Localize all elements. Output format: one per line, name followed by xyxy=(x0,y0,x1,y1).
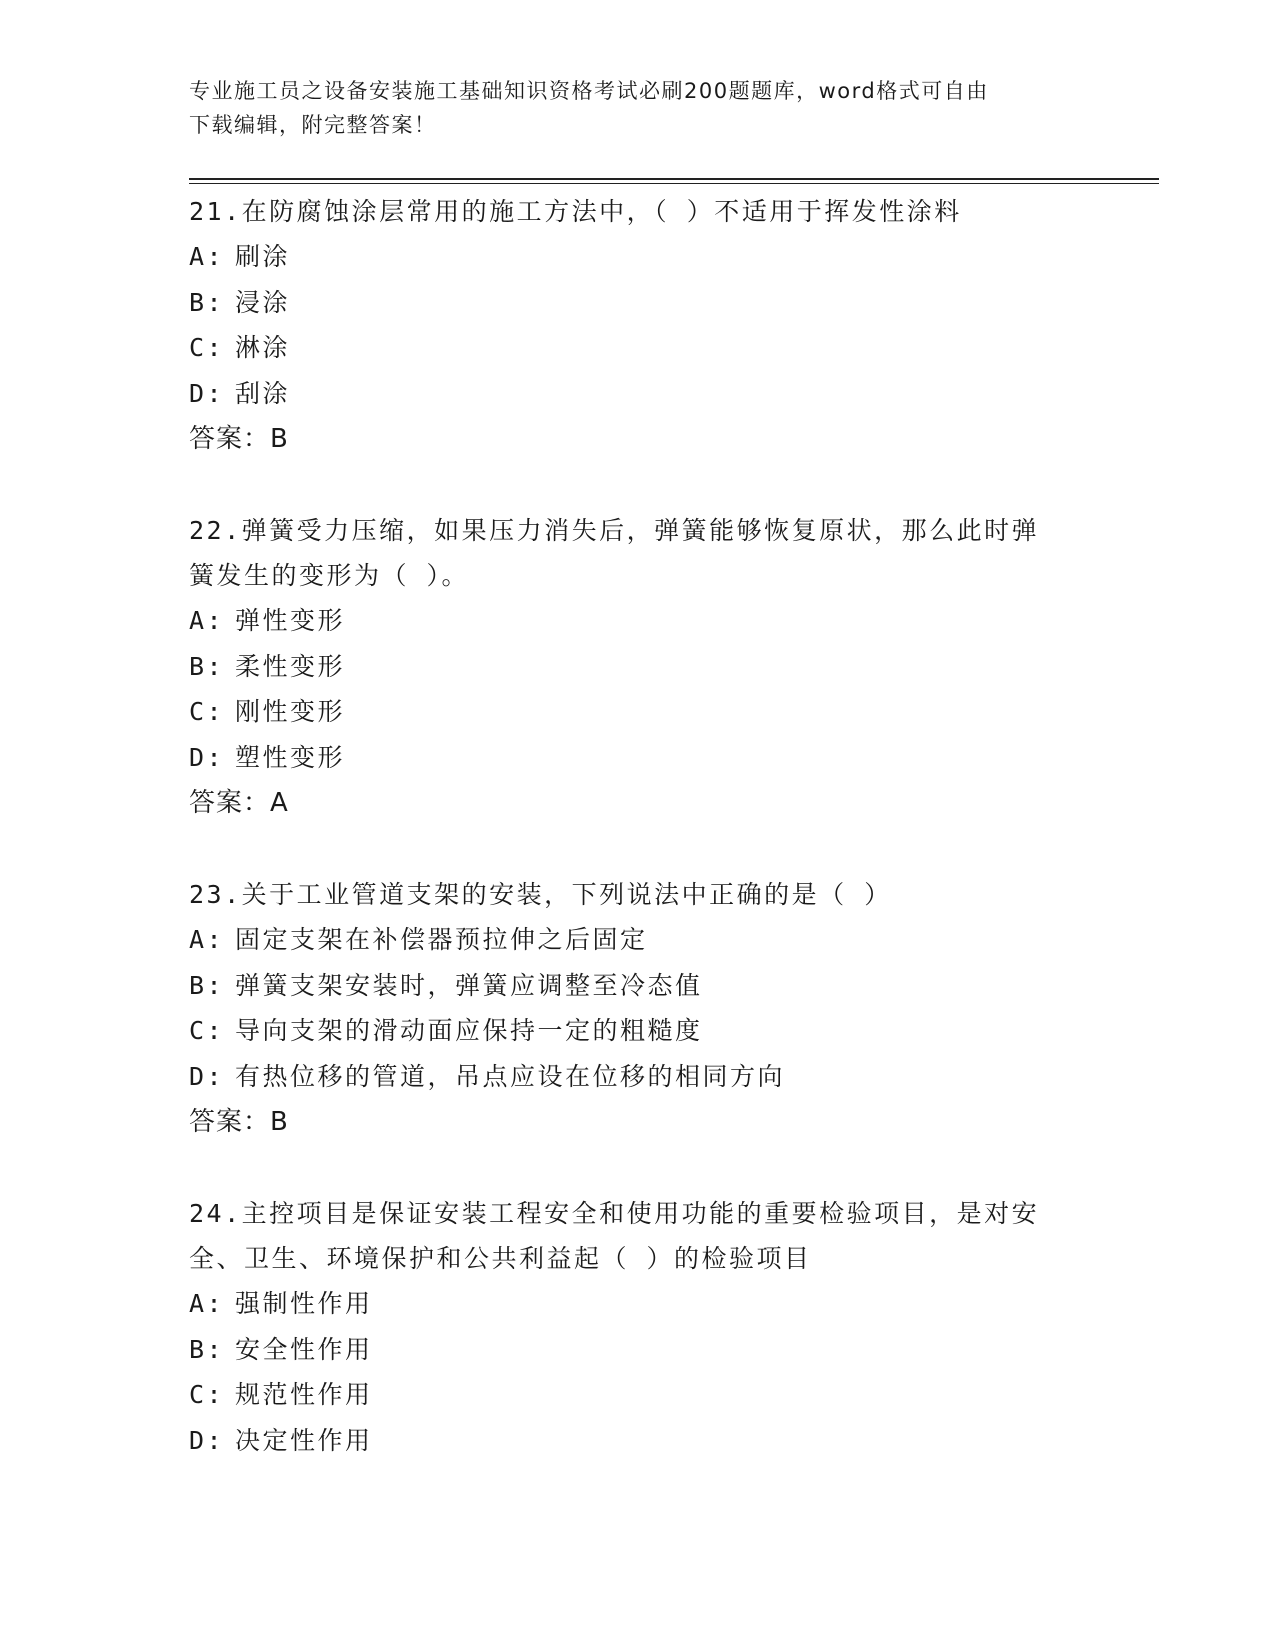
option-a xyxy=(189,598,1089,644)
option-text: 刮涂 xyxy=(235,378,291,408)
question-text-line-2: 簧发生的变形为（ ）。 xyxy=(189,561,470,590)
option-letter: B: xyxy=(189,970,225,1000)
question-22 xyxy=(189,508,1089,826)
option-text: 塑性变形 xyxy=(235,742,346,772)
question-text: 23.关于工业管道支架的安装，下列说法中正确的是（ ） xyxy=(189,880,892,909)
option-d xyxy=(189,371,1089,417)
option-letter: C: xyxy=(189,1016,225,1045)
option-c xyxy=(189,325,1089,371)
option-text: 有热位移的管道，吊点应设在位移的相同方向 xyxy=(235,1061,786,1091)
question-21 xyxy=(189,189,1089,462)
option-c xyxy=(189,1008,1089,1054)
option-letter: A: xyxy=(189,242,225,271)
option-d xyxy=(189,1054,1089,1100)
option-text: 决定性作用 xyxy=(235,1425,373,1455)
option-letter: B: xyxy=(189,287,225,317)
option-letter: A: xyxy=(189,1289,225,1318)
option-b xyxy=(189,644,1089,690)
option-a xyxy=(189,917,1089,963)
option-letter: D: xyxy=(189,1061,225,1091)
option-b xyxy=(189,280,1089,326)
option-a xyxy=(189,234,1089,280)
option-d xyxy=(189,1418,1089,1464)
question-23 xyxy=(189,872,1089,1145)
option-text: 淋涂 xyxy=(235,333,291,362)
question-list xyxy=(189,189,1089,1463)
option-a xyxy=(189,1281,1089,1327)
option-text: 刷涂 xyxy=(235,242,291,271)
option-letter: A: xyxy=(189,606,225,635)
option-b xyxy=(189,1327,1089,1373)
option-text: 弹簧支架安装时，弹簧应调整至冷态值 xyxy=(235,970,703,1000)
header-line-1: 专业施工员之设备安装施工基础知识资格考试必刷200题题库，word格式可自由 xyxy=(189,79,989,103)
option-letter: D: xyxy=(189,378,225,408)
option-text: 固定支架在补偿器预拉伸之后固定 xyxy=(235,925,648,954)
option-text: 浸涂 xyxy=(235,287,291,317)
option-letter: D: xyxy=(189,742,225,772)
option-text: 规范性作用 xyxy=(235,1380,373,1409)
option-text: 柔性变形 xyxy=(235,651,346,681)
question-spacer xyxy=(189,826,1089,872)
question-spacer xyxy=(189,462,1089,508)
option-letter: D: xyxy=(189,1425,225,1455)
option-letter: C: xyxy=(189,333,225,362)
option-text: 强制性作用 xyxy=(235,1289,373,1318)
header-divider-thick xyxy=(189,178,1159,180)
option-letter: B: xyxy=(189,651,225,681)
answer-line: 答案：A xyxy=(189,788,289,818)
question-text-line-1: 22.弹簧受力压缩，如果压力消失后，弹簧能够恢复原状，那么此时弹 xyxy=(189,516,1040,545)
option-text: 刚性变形 xyxy=(235,697,346,726)
header-line-2: 下载编辑，附完整答案！ xyxy=(189,113,437,137)
option-text: 安全性作用 xyxy=(235,1334,373,1364)
question-24 xyxy=(189,1191,1089,1463)
option-d xyxy=(189,735,1089,781)
option-letter: A: xyxy=(189,925,225,954)
answer-line: 答案：B xyxy=(189,1107,289,1137)
option-b xyxy=(189,963,1089,1009)
option-letter: B: xyxy=(189,1334,225,1364)
answer-line: 答案：B xyxy=(189,424,289,454)
option-text: 弹性变形 xyxy=(235,606,346,635)
option-c xyxy=(189,689,1089,735)
option-text: 导向支架的滑动面应保持一定的粗糙度 xyxy=(235,1016,703,1045)
question-text-line-2: 全、卫生、环境保护和公共利益起（ ）的检验项目 xyxy=(189,1244,812,1273)
question-text: 21.在防腐蚀涂层常用的施工方法中，（ ）不适用于挥发性涂料 xyxy=(189,197,962,226)
option-letter: C: xyxy=(189,697,225,726)
question-spacer xyxy=(189,1145,1089,1191)
question-text-line-1: 24.主控项目是保证安装工程安全和使用功能的重要检验项目，是对安 xyxy=(189,1199,1040,1228)
document-header xyxy=(189,74,1089,142)
option-letter: C: xyxy=(189,1380,225,1409)
header-divider-thin xyxy=(189,183,1159,184)
option-c xyxy=(189,1372,1089,1418)
